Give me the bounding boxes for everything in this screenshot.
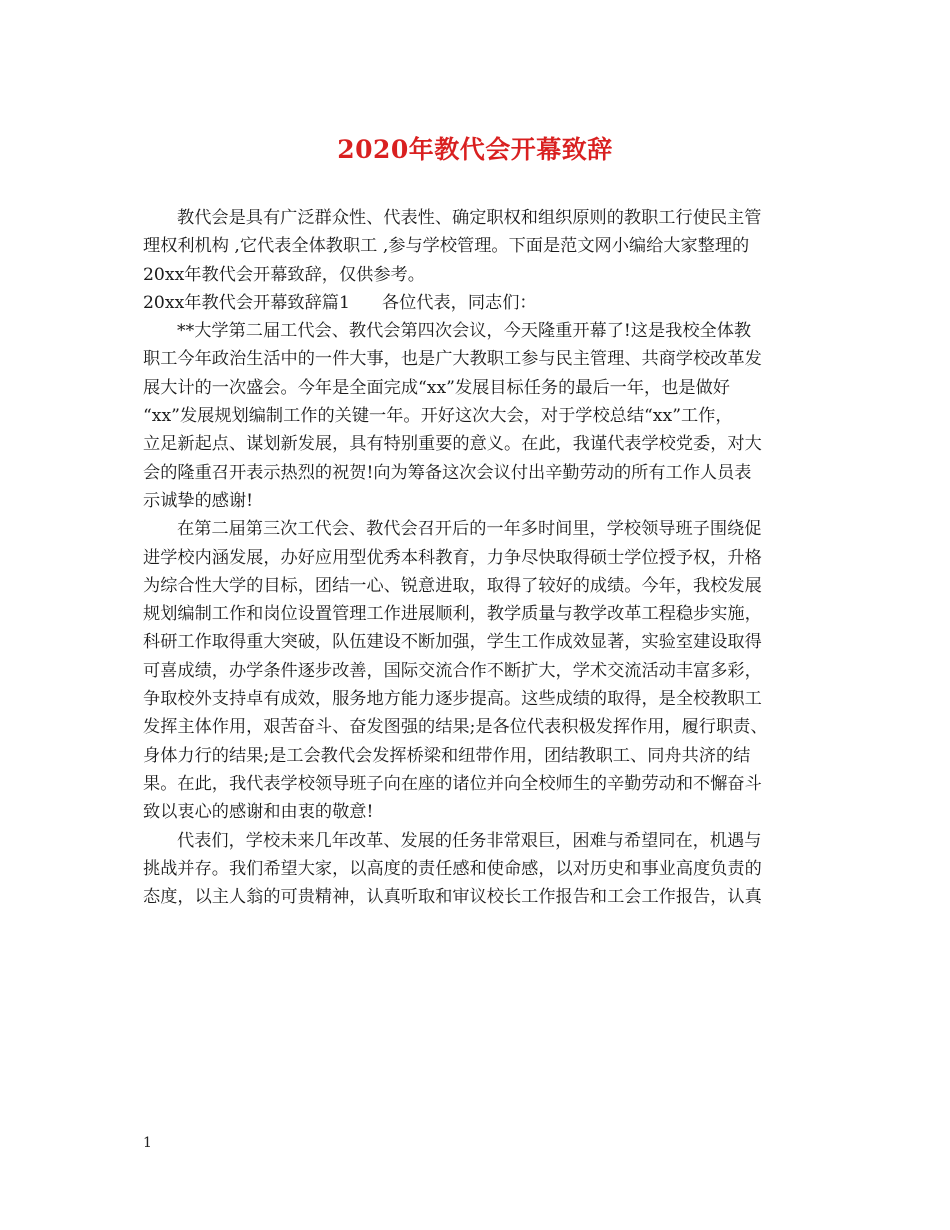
text-line: 在第二届第三次工代会、教代会召开后的一年多时间里，学校领导班子围绕促 [177, 519, 762, 540]
text-line: 身体力行的结果;是工会教代会发挥桥梁和纽带作用，团结教职工、同舟共济的结 [143, 745, 751, 766]
text-line: 挑战并存。我们希望大家，以高度的责任感和使命感，以对历史和事业高度负责的 [143, 858, 762, 879]
text-line: 争取校外支持卓有成效，服务地方能力逐步提高。这些成绩的取得，是全校教职工 [143, 689, 762, 710]
document-title: 2020年教代会开幕致辞 [337, 135, 613, 164]
text-line: 致以衷心的感谢和由衷的敬意! [143, 802, 374, 823]
text-line: 科研工作取得重大突破，队伍建设不断加强，学生工作成效显著，实验室建设取得 [143, 632, 762, 653]
text-line: 为综合性大学的目标，团结一心、锐意进取，取得了较好的成绩。今年，我校发展 [143, 575, 762, 596]
text-line: 可喜成绩，办学条件逐步改善，国际交流合作不断扩大，学术交流活动丰富多彩， [143, 660, 762, 681]
text-line: “xx”发展规划编制工作的关键一年。开好这次大会，对于学校总结“xx”工作， [143, 406, 733, 427]
text-line: 规划编制工作和岗位设置管理工作进展顺利，教学质量与教学改革工程稳步实施， [143, 604, 762, 625]
section-heading-line [143, 289, 823, 317]
document-body [143, 204, 823, 911]
text-line: 进学校内涵发展，办好应用型优秀本科教育，力争尽快取得硕士学位授予权，升格 [143, 547, 762, 568]
section-heading: 20xx年教代会开幕致辞篇1 [143, 292, 350, 313]
text-line: 果。在此，我代表学校领导班子向在座的诸位并向全校师生的辛勤劳动和不懈奋斗 [143, 773, 762, 794]
text-line: 会的隆重召开表示热烈的祝贺!向为筹备这次会议付出辛勤劳动的所有工作人员表 [143, 462, 752, 483]
text-line: 示诚挚的感谢! [143, 490, 254, 511]
text-line: 职工今年政治生活中的一件大事，也是广大教职工参与民主管理、共商学校改革发 [143, 349, 762, 370]
text-line: 理权利机构 ,它代表全体教职工 ,参与学校管理。下面是范文网小编给大家整理的 [143, 236, 750, 257]
salutation: 各位代表，同志们： [381, 292, 537, 313]
text-line: 立足新起点、谋划新发展，具有特别重要的意义。在此，我谨代表学校党委，对大 [143, 434, 762, 455]
text-line: 展大计的一次盛会。今年是全面完成“xx”发展目标任务的最后一年，也是做好 [143, 377, 730, 398]
page-number: 1 [143, 1135, 152, 1151]
text-line: 态度，以主人翁的可贵精神，认真听取和审议校长工作报告和工会工作报告，认真 [143, 887, 762, 908]
text-line: 20xx年教代会开幕致辞，仅供参考。 [143, 264, 425, 285]
text-line: 教代会是具有广泛群众性、代表性、确定职权和组织原则的教职工行使民主管 [177, 208, 762, 228]
text-line: 发挥主体作用，艰苦奋斗、奋发图强的结果;是各位代表积极发挥作用，履行职责、 [143, 717, 768, 738]
text-line: **大学第二届工代会、教代会第四次会议，今天隆重开幕了!这是我校全体教 [177, 321, 752, 342]
text-line: 代表们，学校未来几年改革、发展的任务非常艰巨，困难与希望同在，机遇与 [177, 830, 762, 851]
